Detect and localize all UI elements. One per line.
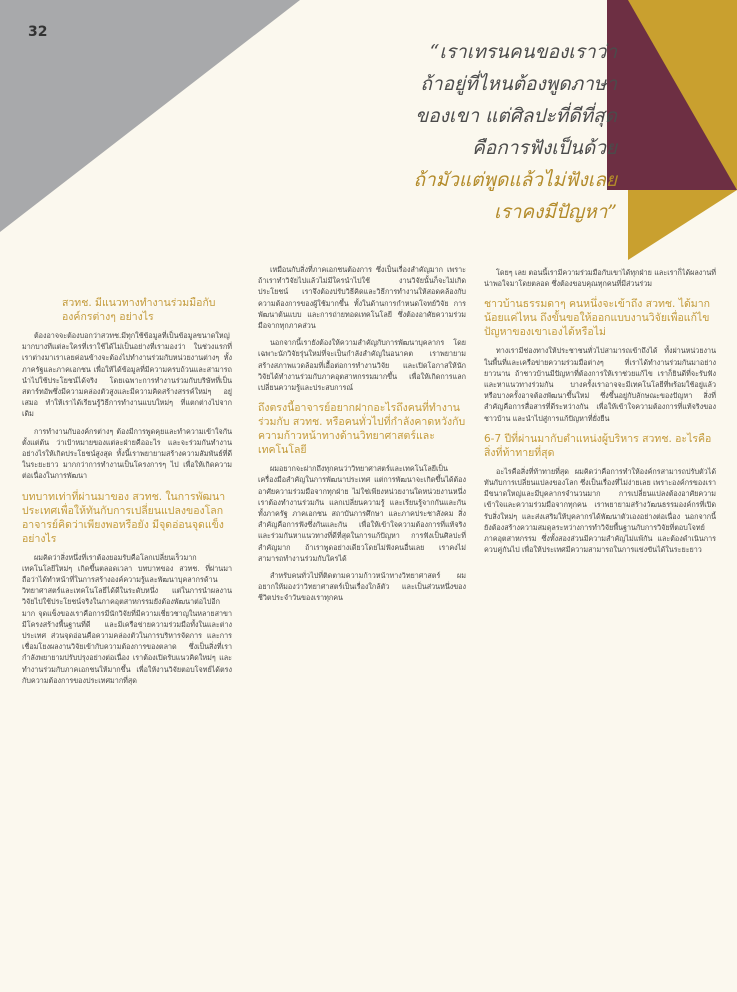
paragraph: ทางเรามีช่องทางให้ประชาชนทั่วไปสามารถเข้าถึงได้ ทั้งผ่านหน่วยงานในพื้นที่และเครือข่ายความร่วมมือต่างๆ ที่เราได้ทำงานร่วมกันมาอย่างยาวนาน ถ้าชาวบ้านมีปัญหาที่ต้องการให้เราช่วยแก้ไข เราก็ยินดีที่จะรับฟังและหาแนวทางร่วมกัน บางครั้งเราอาจจะมีเทคโนโลยีที่พร้อมใช้อยู่แล้ว หรือบางครั้งอาจต้องพัฒนาขึ้นใหม่ ซึ่งขึ้นอยู่กับลักษณะของปัญหา สิ่งที่สำคัญคือการสื่อสารที่ดีระหว่างกัน เพื่อให้เข้าใจความต้องการที่แท้จริงของชาวบ้าน และนำไปสู่การแก้ปัญหาที่ยั่งยืน [484,346,716,423]
section-heading: ชาวบ้านธรรมดาๆ คนหนึ่งจะเข้าถึง สวทช. ได้มากน้อยแค่ไหน ถึงขั้นขอให้ออกแบบงานวิจัยเพื่อแก้ไขปัญหาของเขาเองได้หรือไม่ [484,298,710,339]
article-column-1 [22,330,232,692]
paragraph: เหมือนกับสิ่งที่ภาคเอกชนต้องการ ซึ่งเป็นเรื่องสำคัญมาก เพราะถ้าเราทำวิจัยไปแล้วไม่มีใครนำไปใช้ งานวิจัยนั้นก็จะไม่เกิดประโยชน์ เราจึงต้องปรับวิธีคิดและวิธีการทำงานให้สอดคล้องกับความต้องการของผู้ใช้มากขึ้น ทั้งในด้านการกำหนดโจทย์วิจัย การพัฒนาต้นแบบ และการถ่ายทอดเทคโนโลยี ซึ่งต้องอาศัยความร่วมมือจากทุกภาคส่วน [258,265,466,331]
article-column-2 [258,264,466,610]
quote-line: คือการฟังเป็นด้วย [472,137,617,159]
quote-line: “เราเทรนคนของเราว่า [429,41,617,63]
decorative-gold-triangle-lower [628,190,737,260]
paragraph: ผมอยากจะฝากถึงทุกคนว่าวิทยาศาสตร์และเทคโนโลยีเป็นเครื่องมือสำคัญในการพัฒนาประเทศ แต่การพัฒนาจะเกิดขึ้นได้ต้องอาศัยความร่วมมือจากทุกฝ่าย ไม่ใช่เพียงหน่วยงานใดหน่วยงานหนึ่ง เราต้องทำงานร่วมกัน แลกเปลี่ยนความรู้ และเรียนรู้จากกันและกัน ทั้งภาครัฐ ภาคเอกชน สถาบันการศึกษา และภาคประชาสังคม สิ่งสำคัญคือการฟังซึ่งกันและกัน เพื่อให้เข้าใจความต้องการที่แท้จริง และร่วมกันหาแนวทางที่ดีที่สุดในการแก้ปัญหา การฟังเป็นศิลปะที่สำคัญมาก ถ้าเราพูดอย่างเดียวโดยไม่ฟังคนอื่นเลย เราคงไม่สามารถทำงานร่วมกับใครได้ [258,464,466,563]
paragraph: สำหรับคนทั่วไปที่ติดตามความก้าวหน้าทางวิทยาศาสตร์ ผมอยากให้มองว่าวิทยาศาสตร์เป็นเรื่องใกล้ตัว และเป็นส่วนหนึ่งของชีวิตประจำวันของเราทุกคน [258,571,466,603]
quote-line: ถ้าอยู่ที่ไหนต้องพูดภาษา [420,73,617,95]
section-heading: สวทช. มีแนวทางทำงานร่วมมือกับองค์กรต่างๆ อย่างไร [62,297,216,323]
section-heading: ถึงตรงนี้อาจารย์อยากฝากอะไรถึงคนที่ทำงานร่วมกับ สวทช. หรือคนทั่วไปที่กำลังคาดหวังกับความก้าวหน้าทางด้านวิทยาศาสตร์และเทคโนโลยี [258,402,466,457]
paragraph: ต้องอาจจะต้องบอกว่าสวทช.มีทุกใช้ข้อมูลที่เป็นข้อมูลขนาดใหญ่มากบางทีแต่ละใครที่เราใช้ได้ไม่เป็นอย่างที่เรามองว่า ในช่วงแรกที่เราต่างมาเราเลยค่อนข้างจะต้องไปทำงานร่วมกับหน่วยงานต่างๆ ทั้งภาครัฐและภาคเอกชน เพื่อให้ได้ข้อมูลที่มีความครบถ้วนและสามารถนำไปใช้ประโยชน์ได้จริง โดยเฉพาะการทำงานร่วมกับบริษัทที่เป็นสตาร์ทอัพซึ่งมีความคล่องตัวสูงและมีความคิดสร้างสรรค์ใหม่ๆ อยู่เสมอ ทำให้เราได้เรียนรู้วิธีการทำงานแบบใหม่ๆ ที่แตกต่างไปจากเดิม [22,331,232,419]
paragraph: นอกจากนี้เรายังต้องให้ความสำคัญกับการพัฒนาบุคลากร โดยเฉพาะนักวิจัยรุ่นใหม่ที่จะเป็นกำลังสำคัญในอนาคต เราพยายามสร้างสภาพแวดล้อมที่เอื้อต่อการทำงานวิจัย และเปิดโอกาสให้นักวิจัยได้ทำงานร่วมกับภาคอุตสาหกรรมมากขึ้น เพื่อให้เกิดการแลกเปลี่ยนความรู้และประสบการณ์ [258,338,466,393]
quote-line-highlight: ถ้ามัวแต่พูดแล้วไม่ฟังเลย [413,169,617,191]
page-number: 32 [28,24,48,40]
quote-line: ของเขา แต่ศิลปะที่ดีที่สุด [415,105,617,127]
quote-line-highlight: เราคงมีปัญหา” [493,201,617,223]
paragraph: อะไรคือสิ่งที่ท้าทายที่สุด ผมคิดว่าคือการทำให้องค์กรสามารถปรับตัวได้ทันกับการเปลี่ยนแปลงของโลก ซึ่งเป็นเรื่องที่ไม่ง่ายเลย เพราะองค์กรของเรามีขนาดใหญ่และมีบุคลากรจำนวนมาก การเปลี่ยนแปลงต้องอาศัยความเข้าใจและความร่วมมือจากทุกคน เราพยายามสร้างวัฒนธรรมองค์กรที่เปิดรับสิ่งใหม่ๆ และส่งเสริมให้บุคลากรได้พัฒนาตัวเองอย่างต่อเนื่อง นอกจากนี้ยังต้องสร้างความสมดุลระหว่างการทำวิจัยพื้นฐานกับการวิจัยที่ตอบโจทย์ภาคอุตสาหกรรม ซึ่งทั้งสองส่วนมีความสำคัญไม่แพ้กัน และต้องดำเนินการควบคู่กันไป เพื่อให้ประเทศมีความสามารถในการแข่งขันได้ในระยะยาว [484,466,716,555]
paragraph: ผมคิดว่าสิ่งหนึ่งที่เราต้องยอมรับคือโลกเปลี่ยนเร็วมาก เทคโนโลยีใหม่ๆ เกิดขึ้นตลอดเวลา บทบาทของ สวทช. ที่ผ่านมาถือว่าได้ทำหน้าที่ในการสร้างองค์ความรู้และพัฒนาบุคลากรด้านวิทยาศาสตร์และเทคโนโลยีได้ดีในระดับหนึ่ง แต่ในการนำผลงานวิจัยไปใช้ประโยชน์จริงในภาคอุตสาหกรรมยังต้องพัฒนาต่อไปอีกมาก จุดแข็งของเราคือการมีนักวิจัยที่มีความเชี่ยวชาญในหลายสาขา มีโครงสร้างพื้นฐานที่ดี และมีเครือข่ายความร่วมมือทั้งในและต่างประเทศ ส่วนจุดอ่อนคือความคล่องตัวในการบริหารจัดการ และการเชื่อมโยงผลงานวิจัยเข้ากับความต้องการของตลาด ซึ่งเป็นสิ่งที่เรากำลังพยายามปรับปรุงอย่างต่อเนื่อง เราต้องเปิดรับแนวคิดใหม่ๆ และทำงานร่วมกับภาคเอกชนให้มากขึ้น เพื่อให้งานวิจัยตอบโจทย์ได้ตรงกับความต้องการของประเทศมากที่สุด [22,552,232,685]
paragraph: โดยๆ เลย ตอนนี้เรามีความร่วมมือกับเขาได้ทุกฝ่าย และเราก็ได้ผลงานที่น่าพอใจมาโดยตลอด ซึ่งต้องขอบคุณทุกคนที่มีส่วนร่วม [484,268,716,289]
section-heading: บทบาทเท่าที่ผ่านมาของ สวทช. ในการพัฒนาประเทศเพื่อให้ทันกับการเปลี่ยนแปลงของโลกอาจารย์คิดว่าเพียงพอหรือยัง มีจุดอ่อนจุดแข็งอย่างไร [22,490,226,545]
pull-quote [197,36,617,228]
article-column-3 [484,267,716,561]
section-heading: 6-7 ปีที่ผ่านมากับตำแหน่งผู้บริหาร สวทช. อะไรคือสิ่งที่ท้าทายที่สุด [484,432,712,459]
paragraph: การทำงานกับองค์กรต่างๆ ต้องมีการพูดคุยและทำความเข้าใจกันตั้งแต่ต้น ว่าเป้าหมายของแต่ละฝ่ายคืออะไร และจะร่วมกันทำงานอย่างไรให้เกิดประโยชน์สูงสุด ทั้งนี้เราพยายามสร้างความสัมพันธ์ที่ดีในระยะยาว มากกว่าการทำงานเป็นโครงการๆ ไป เพื่อให้เกิดความต่อเนื่องในการพัฒนา [22,426,232,481]
